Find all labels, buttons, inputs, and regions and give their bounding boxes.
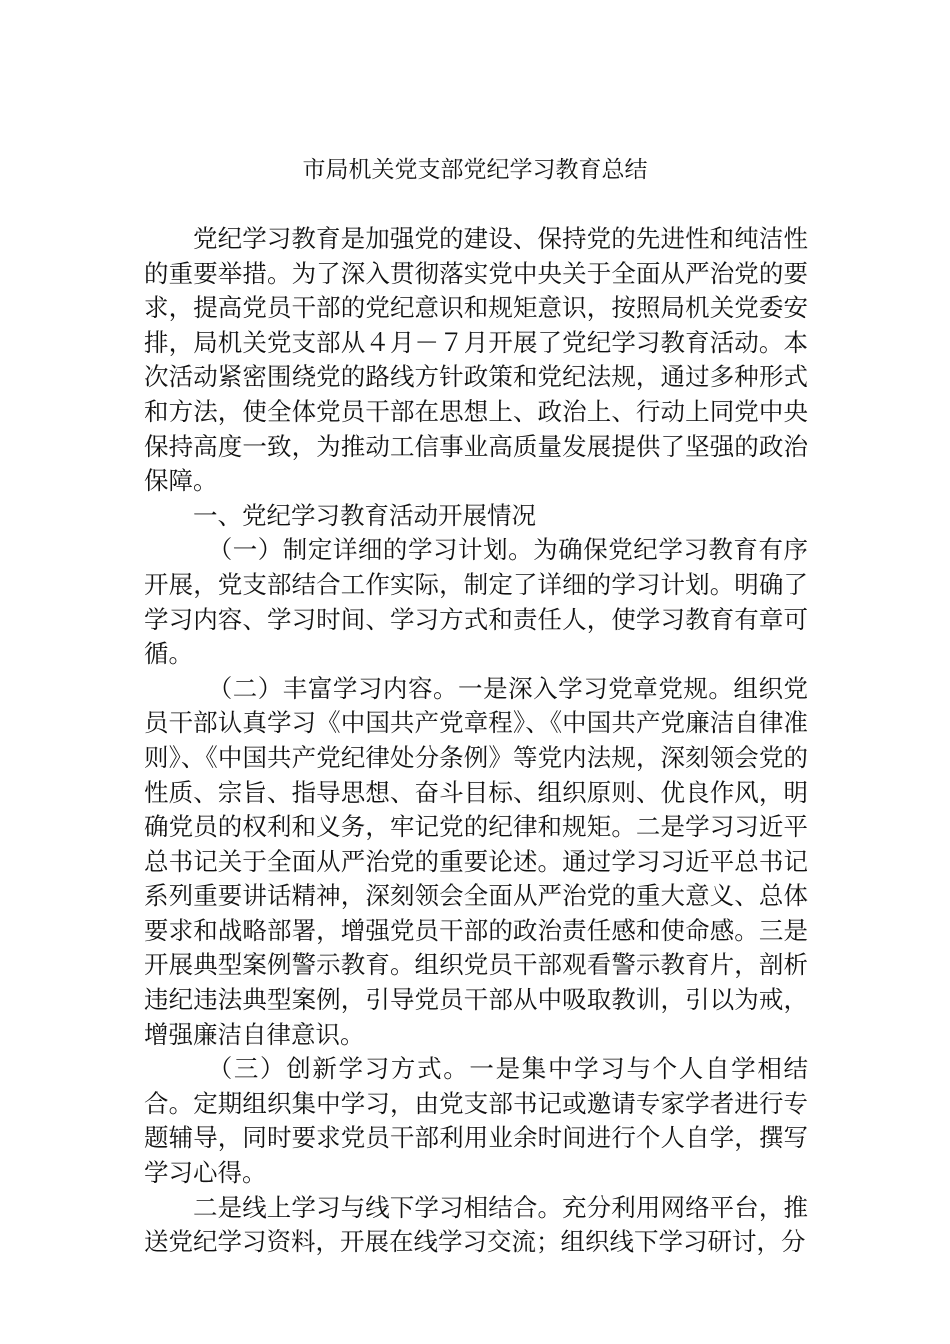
document-body <box>144 222 808 1260</box>
paragraph-study-plan: （一）制定详细的学习计划。为确保党纪学习教育有序开展，党支部结合工作实际，制定了详细的学习计划。明确了学习内容、学习时间、学习方式和责任人，使学习教育有章可循。 <box>144 535 808 669</box>
paragraph-intro: 党纪学习教育是加强党的建设、保持党的先进性和纯洁性的重要举措。为了深入贯彻落实党中央关于全面从严治党的要求，提高党员干部的党纪意识和规矩意识，按照局机关党委安排，局机关党支部从４月－７月开展了党纪学习教育活动。本次活动紧密围绕党的路线方针政策和党纪法规，通过多种形式和方法，使全体党员干部在思想上、政治上、行动上同党中央保持高度一致，为推动工信事业高质量发展提供了坚强的政治保障。 <box>144 224 808 496</box>
document-title: 市局机关党支部党纪学习教育总结 <box>302 157 648 183</box>
paragraph-study-content: （二）丰富学习内容。一是深入学习党章党规。组织党员干部认真学习《中国共产党章程》、《中国共产党廉洁自律准则》、《中国共产党纪律处分条例》等党内法规，深刻领会党的性质、宗旨、指导思想、奋斗目标、组织原则、优良作风，明确党员的权利和义务，牢记党的纪律和规矩。二是学习习近平总书记关于全面从严治党的重要论述。通过学习习近平总书记系列重要讲话精神，深刻领会全面从严治党的重大意义、总体要求和战略部署，增强党员干部的政治责任感和使命感。三是开展典型案例警示教育。组织党员干部观看警示教育片，剖析违纪违法典型案例，引导党员干部从中吸取教训，引以为戒，增强廉洁自律意识。 <box>144 673 808 1049</box>
paragraph-online-offline: 二是线上学习与线下学习相结合。充分利用网络平台，推送党纪学习资料，开展在线学习交流；组织线下学习研讨，分 <box>144 1192 808 1257</box>
paragraph-study-methods: （三）创新学习方式。一是集中学习与个人自学相结合。定期组织集中学习，由党支部书记或邀请专家学者进行专题辅导，同时要求党员干部利用业余时间进行个人自学，撰写学习心得。 <box>144 1054 808 1188</box>
section-heading-1: 一、党纪学习教育活动开展情况 <box>193 500 536 530</box>
